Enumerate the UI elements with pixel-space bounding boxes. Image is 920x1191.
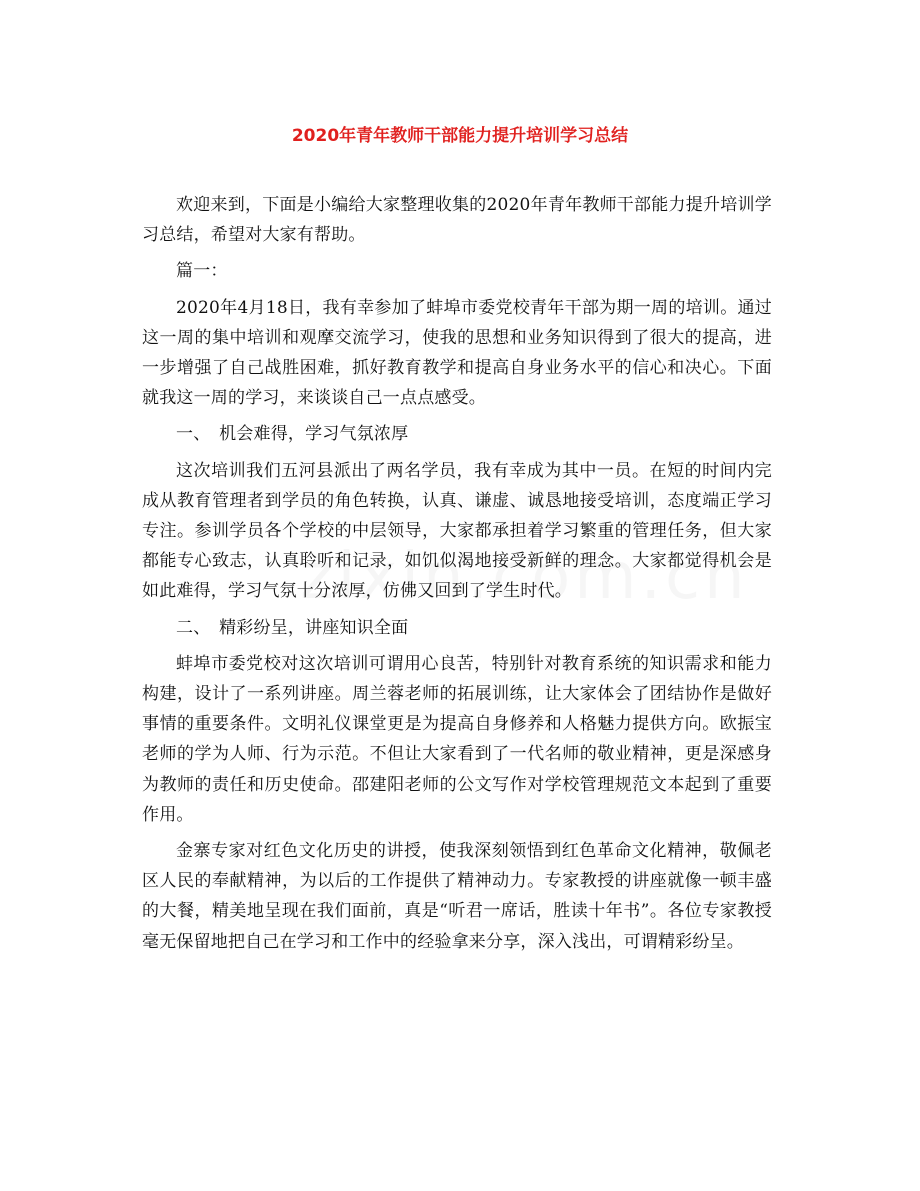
section-heading-2: 二、 精彩纷呈，讲座知识全面 xyxy=(176,617,409,638)
document-body xyxy=(142,190,772,963)
body-paragraph: 蚌埠市委党校对这次培训可谓用心良苦，特别针对教育系统的知识需求和能力构建，设计了一系列讲座。周兰蓉老师的拓展训练，让大家体会了团结协作是做好事情的重要条件。文明礼仪课堂更是为提高自身修养和人格魅力提供方向。欧振宝老师的学为人师、行为示范。不但让大家看到了一代名师的敬业精神，更是深感身为教师的责任和历史使命。邵建阳老师的公文写作对学校管理规范文本起到了重要作用。 xyxy=(142,653,772,825)
body-paragraph: 2020年4月18日，我有幸参加了蚌埠市委党校青年干部为期一周的培训。通过这一周的集中培训和观摩交流学习，使我的思想和业务知识得到了很大的提高，进一步增强了自己战胜困难，抓好教育教学和提高自身业务水平的信心和决心。下面就我这一周的学习，来谈谈自己一点点感受。 xyxy=(142,297,772,409)
section-heading-part-one: 篇一： xyxy=(176,261,228,282)
document-title: 2020年青年教师干部能力提升培训学习总结 xyxy=(291,126,629,146)
body-paragraph: 金寨专家对红色文化历史的讲授，使我深刻领悟到红色革命文化精神，敬佩老区人民的奉献精神，为以后的工作提供了精神动力。专家教授的讲座就像一顿丰盛的大餐，精美地呈现在我们面前，真是“听君一席话，胜读十年书”。各位专家教授毫无保留地把自己在学习和工作中的经验拿来分享，深入浅出，可谓精彩纷呈。 xyxy=(142,841,772,952)
body-paragraph: 这次培训我们五河县派出了两名学员，我有幸成为其中一员。在短的时间内完成从教育管理者到学员的角色转换，认真、谦虚、诚恳地接受培训，态度端正学习专注。参训学员各个学校的中层领导，大家都承担着学习繁重的管理任务，但大家都能专心致志，认真聆听和记录，如饥似渴地接受新鲜的理念。大家都觉得机会是如此难得，学习气氛十分浓厚，仿佛又回到了学生时代。 xyxy=(142,460,772,602)
section-heading-1: 一、 机会难得，学习气氛浓厚 xyxy=(176,424,409,445)
intro-paragraph: 欢迎来到，下面是小编给大家整理收集的2020年青年教师干部能力提升培训学习总结，希望对大家有帮助。 xyxy=(142,195,772,246)
